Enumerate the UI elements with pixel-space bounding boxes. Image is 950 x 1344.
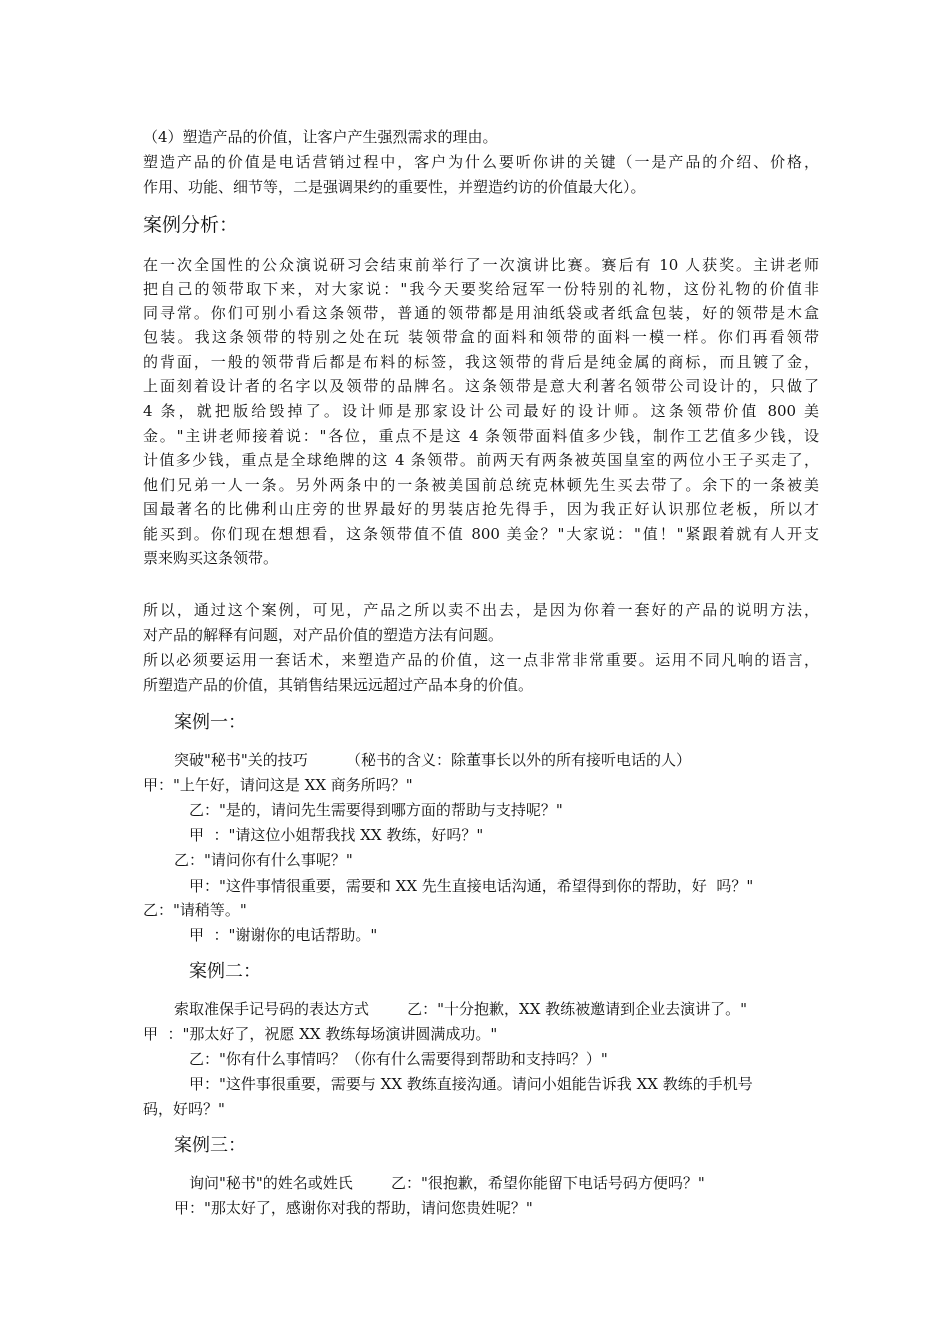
case-3-heading: 案例三： <box>174 1135 246 1156</box>
story-line: 能买到。你们现在想想看，这条领带值不值 800 美金？"大家说："值！"紧跟着就有人开支 <box>143 525 819 543</box>
dialogue-line: 甲："这件事很重要，需要与 XX 教练直接沟通。请问小姐能告诉我 XX 教练的手机号 <box>189 1075 753 1093</box>
dialogue-line: 码，好吗？" <box>143 1100 225 1118</box>
conclusion-line: 所以，通过这个案例，可见，产品之所以卖不出去，是因为你着一套好的产品的说明方法， <box>143 601 819 619</box>
dialogue-line: 询问"秘书"的姓名或姓氏 乙："很抱歉，希望你能留下电话号码方便吗？" <box>189 1174 705 1192</box>
dialogue-line: 乙："你有什么事情吗？（你有什么需要得到帮助和支持吗？）" <box>189 1050 608 1068</box>
dialogue-line: 乙："是的，请问先生需要得到哪方面的帮助与支持呢？" <box>189 801 563 819</box>
conclusion-line: 所以必须要运用一套话术，来塑造产品的价值，这一点非常非常重要。运用不同凡响的语言， <box>143 651 819 669</box>
story-line: 金。"主讲老师接着说："各位，重点不是这 4 条领带面料值多少钱，制作工艺值多少钱，设 <box>143 427 819 445</box>
dialogue-line: 乙："请问你有什么事呢？" <box>174 851 353 869</box>
story-line: 同寻常。你们可别小看这条领带，普通的领带都是用油纸袋或者纸盒包装，好的领带是木盒 <box>143 304 819 322</box>
story-line: 计值多少钱，重点是全球绝牌的这 4 条领带。前两天有两条被英国皇室的两位小王子买走了， <box>143 451 819 469</box>
intro-point-4: （4）塑造产品的价值，让客户产生强烈需求的理由。 <box>143 128 498 146</box>
story-line: 4 条，就把版给毁掉了。设计师是那家设计公司最好的设计师。这条领带价值 800 美 <box>143 402 819 420</box>
dialogue-line: 突破"秘书"关的技巧 （秘书的含义：除董事长以外的所有接听电话的人） <box>174 751 691 769</box>
case-2-heading: 案例二： <box>189 961 261 982</box>
dialogue-line: 甲："那太好了，感谢你对我的帮助，请问您贵姓呢？" <box>174 1199 533 1217</box>
story-line: 他们兄弟一人一条。另外两条中的一条被美国前总统克林顿先生买去带了。余下的一条被美 <box>143 476 819 494</box>
dialogue-line: 甲："这件事情很重要，需要和 XX 先生直接电话沟通，希望得到你的帮助，好 吗？" <box>189 877 754 895</box>
section-heading-analysis: 案例分析： <box>143 214 239 236</box>
intro-line: 塑造产品的价值是电话营销过程中，客户为什么要听你讲的关键（一是产品的介绍、价格， <box>143 153 819 171</box>
dialogue-line: 甲 ："请这位小姐帮我找 XX 教练，好吗？" <box>189 826 484 844</box>
dialogue-line: 甲 ："那太好了，祝愿 XX 教练每场演讲圆满成功。" <box>143 1025 498 1043</box>
dialogue-line: 甲："上午好，请问这是 XX 商务所吗？" <box>143 776 413 794</box>
story-line: 包装。我这条领带的特别之处在玩 装领带盒的面料和领带的面料一模一样。你们再看领带 <box>143 328 819 346</box>
conclusion-line: 对产品的解释有问题，对产品价值的塑造方法有问题。 <box>143 626 504 644</box>
story-line: 票来购买这条领带。 <box>143 549 279 567</box>
story-line: 上面刻着设计者的名字以及领带的品牌名。这条领带是意大利著名领带公司设计的，只做了 <box>143 377 819 395</box>
case-1-heading: 案例一： <box>174 712 246 733</box>
dialogue-line: 甲 ："谢谢你的电话帮助。" <box>189 926 378 944</box>
dialogue-line: 乙："请稍等。" <box>143 901 247 919</box>
story-line: 国最著名的比佛利山庄旁的世界最好的男装店抢先得手，因为我正好认识那位老板，所以才 <box>143 500 819 518</box>
story-line: 的背面，一般的领带背后都是布料的标签，我这领带的背后是纯金属的商标，而且镀了金， <box>143 353 819 371</box>
story-line: 在一次全国性的公众演说研习会结束前举行了一次演讲比赛。赛后有 10 人获奖。主讲老师 <box>143 256 819 274</box>
story-line: 把自己的领带取下来，对大家说："我今天要奖给冠军一份特别的礼物，这份礼物的价值非 <box>143 280 819 298</box>
conclusion-line: 所塑造产品的价值，其销售结果远远超过产品本身的价值。 <box>143 676 534 694</box>
dialogue-line: 索取准保手记号码的表达方式 乙："十分抱歉，XX 教练被邀请到企业去演讲了。" <box>174 1000 748 1018</box>
intro-line: 作用、功能、细节等，二是强调果约的重要性，并塑造约访的价值最大化）。 <box>143 178 646 196</box>
